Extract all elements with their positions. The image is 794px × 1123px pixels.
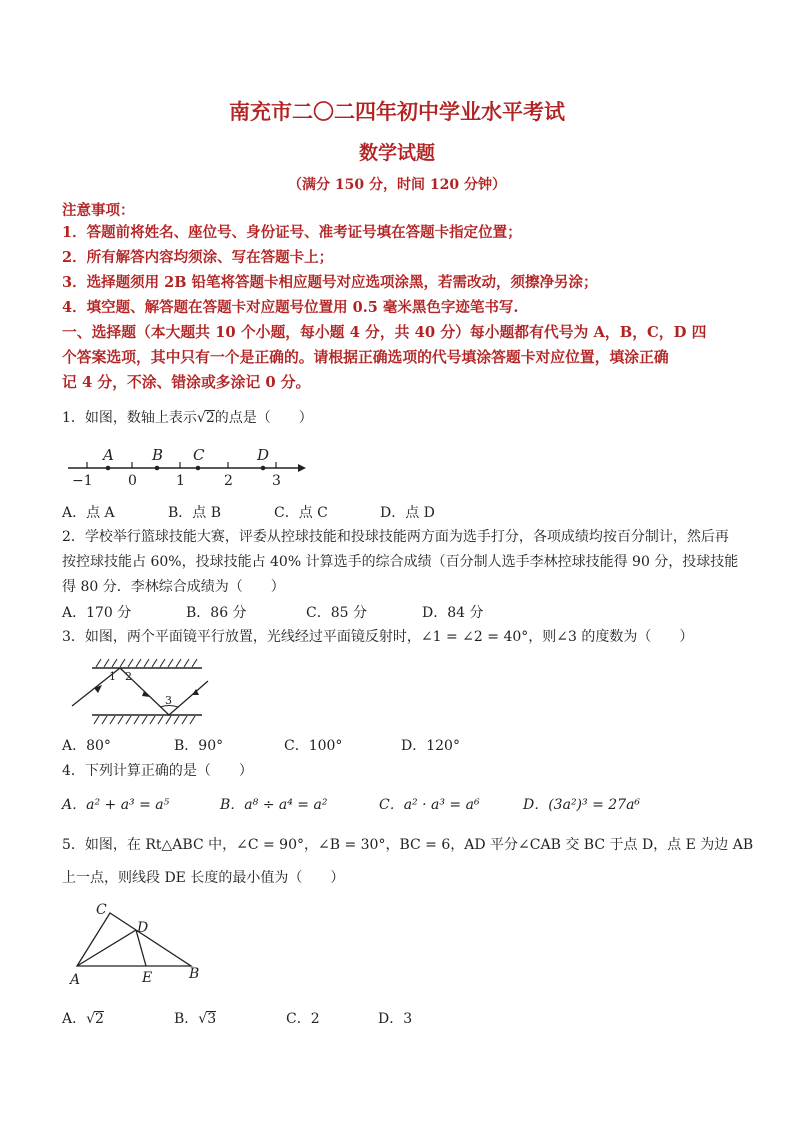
q1-point-c: C (193, 446, 205, 464)
q3-angle-3-label: 3 (165, 694, 172, 707)
q5-option-b[interactable] (174, 1008, 286, 1028)
q3-angle-2-label: 2 (125, 670, 132, 683)
q1-point-a: A (103, 446, 114, 464)
q5-label-c: C (96, 902, 107, 918)
q4-option-c[interactable]: C．a² · a³ = a⁶ (379, 797, 480, 813)
q5-option-a-prefix: A． (62, 1011, 87, 1027)
section1-line-3: 记 4 分，不涂、错涂或多涂记 0 分。 (62, 374, 311, 391)
q4-options (62, 794, 640, 814)
q5-option-a-radicand: 2 (95, 1011, 104, 1027)
q5-option-c[interactable]: C．2 (286, 1011, 320, 1027)
q1-number-line (62, 440, 312, 490)
q1-radicand: 2 (205, 410, 215, 426)
q1-option-c[interactable]: C．点 C (274, 505, 328, 521)
q4-option-a[interactable]: A．a² + a³ = a⁵ (62, 797, 170, 813)
q1-options (62, 502, 435, 522)
q4-stem: 4．下列计算正确的是（ ） (62, 763, 253, 779)
section1-line-2: 个答案选项，其中只有一个是正确的。请根据正确选项的代号填涂答题卡对应位置，填涂正确 (62, 349, 669, 366)
notice-heading: 注意事项： (62, 202, 135, 219)
q1-point-d: D (257, 446, 270, 464)
q1-option-a[interactable]: A．点 A (62, 505, 115, 521)
q1-stem-post: 的点是（ ） (214, 410, 313, 426)
q4-option-d[interactable]: D．(3a²)³ = 27a⁶ (523, 797, 641, 813)
q2-option-d[interactable]: D．84 分 (422, 605, 484, 621)
q5-option-b-radicand: 3 (207, 1011, 217, 1027)
q3-option-c[interactable]: C．100° (284, 738, 343, 754)
q1-tick-1: 1 (176, 473, 185, 489)
section1-line-1: 一、选择题（本大题共 10 个小题，每小题 4 分，共 40 分）每小题都有代号为 A，B，C，D 四 (62, 324, 707, 341)
q1-tick-3: 3 (272, 473, 281, 489)
q2-option-c[interactable]: C．85 分 (306, 605, 367, 621)
q5-triangle-figure (62, 898, 222, 990)
q1-stem (62, 408, 734, 428)
notice-item-3: 3．选择题须用 2B 铅笔将答题卡相应题号对应选项涂黑，若需改动，须擦净另涂； (62, 274, 598, 291)
exam-title: 南充市二〇二四年初中学业水平考试 (229, 99, 565, 124)
exam-meta: （满分 150 分，时间 120 分钟） (288, 177, 506, 193)
q2-option-b[interactable]: B．86 分 (186, 605, 247, 621)
q5-line-2: 上一点，则线段 DE 长度的最小值为（ ） (62, 870, 345, 886)
q3-option-a[interactable]: A．80° (62, 738, 111, 754)
q5-option-a-sqrt: √ (86, 1011, 96, 1027)
q3-option-d[interactable]: D．120° (401, 738, 460, 754)
q1-tick-m1: −1 (72, 473, 93, 489)
q5-label-a: A (70, 972, 81, 988)
q2-options (62, 602, 484, 622)
q2-line-2: 按控球技能占 60%，投球技能占 40% 计算选手的综合成绩（百分制人选手李林控球技能得 90 分，投球技能 (62, 554, 739, 570)
q1-stem-pre: 1．如图，数轴上表示 (62, 410, 197, 426)
q5-option-a[interactable] (62, 1008, 174, 1028)
q5-label-b: B (189, 966, 200, 982)
q5-label-d: D (137, 920, 149, 936)
q3-stem: 3．如图，两个平面镜平行放置，光线经过平面镜反射时，∠1 = ∠2 = 40°，则∠3 的度数为（ ） (62, 629, 694, 645)
q5-option-d[interactable]: D．3 (378, 1011, 413, 1027)
q2-line-3: 得 80 分．李林综合成绩为（ ） (62, 579, 285, 595)
notice-item-1: 1．答题前将姓名、座位号、身份证号、准考证号填在答题卡指定位置； (62, 224, 522, 241)
q5-option-b-prefix: B． (174, 1011, 199, 1027)
exam-subject: 数学试题 (358, 142, 435, 164)
q3-option-b[interactable]: B．90° (174, 738, 224, 754)
q2-line-1: 2．学校举行篮球技能大赛，评委从控球技能和投球技能两方面为选手打分，各项成绩均按百分制计，然后再 (62, 529, 729, 545)
q2-option-a[interactable]: A．170 分 (62, 605, 132, 621)
q5-label-e: E (142, 970, 153, 986)
q1-option-b[interactable]: B．点 B (168, 505, 222, 521)
notice-item-2: 2．所有解答内容均须涂、写在答题卡上； (62, 249, 334, 266)
q3-options (62, 735, 460, 755)
q4-option-b[interactable]: B．a⁸ ÷ a⁴ = a² (220, 797, 328, 813)
q3-mirror-figure (62, 654, 222, 729)
q1-point-b: B (152, 446, 164, 464)
q1-sqrt-sign: √ (196, 410, 206, 426)
q5-option-b-sqrt: √ (198, 1011, 208, 1027)
q5-options (62, 1008, 412, 1028)
q3-angle-1-label: 1 (109, 670, 116, 683)
q5-line-1: 5．如图，在 Rt△ABC 中，∠C = 90°，∠B = 30°，BC = 6，AD 平分∠CAB 交 BC 于点 D，点 E 为边 AB (62, 837, 754, 853)
notice-item-4: 4．填空题、解答题在答题卡对应题号位置用 0.5 毫米黑色字迹笔书写. (62, 299, 519, 316)
q1-option-d[interactable]: D．点 D (380, 505, 435, 521)
q1-tick-0: 0 (128, 473, 137, 489)
q1-tick-2: 2 (224, 473, 233, 489)
